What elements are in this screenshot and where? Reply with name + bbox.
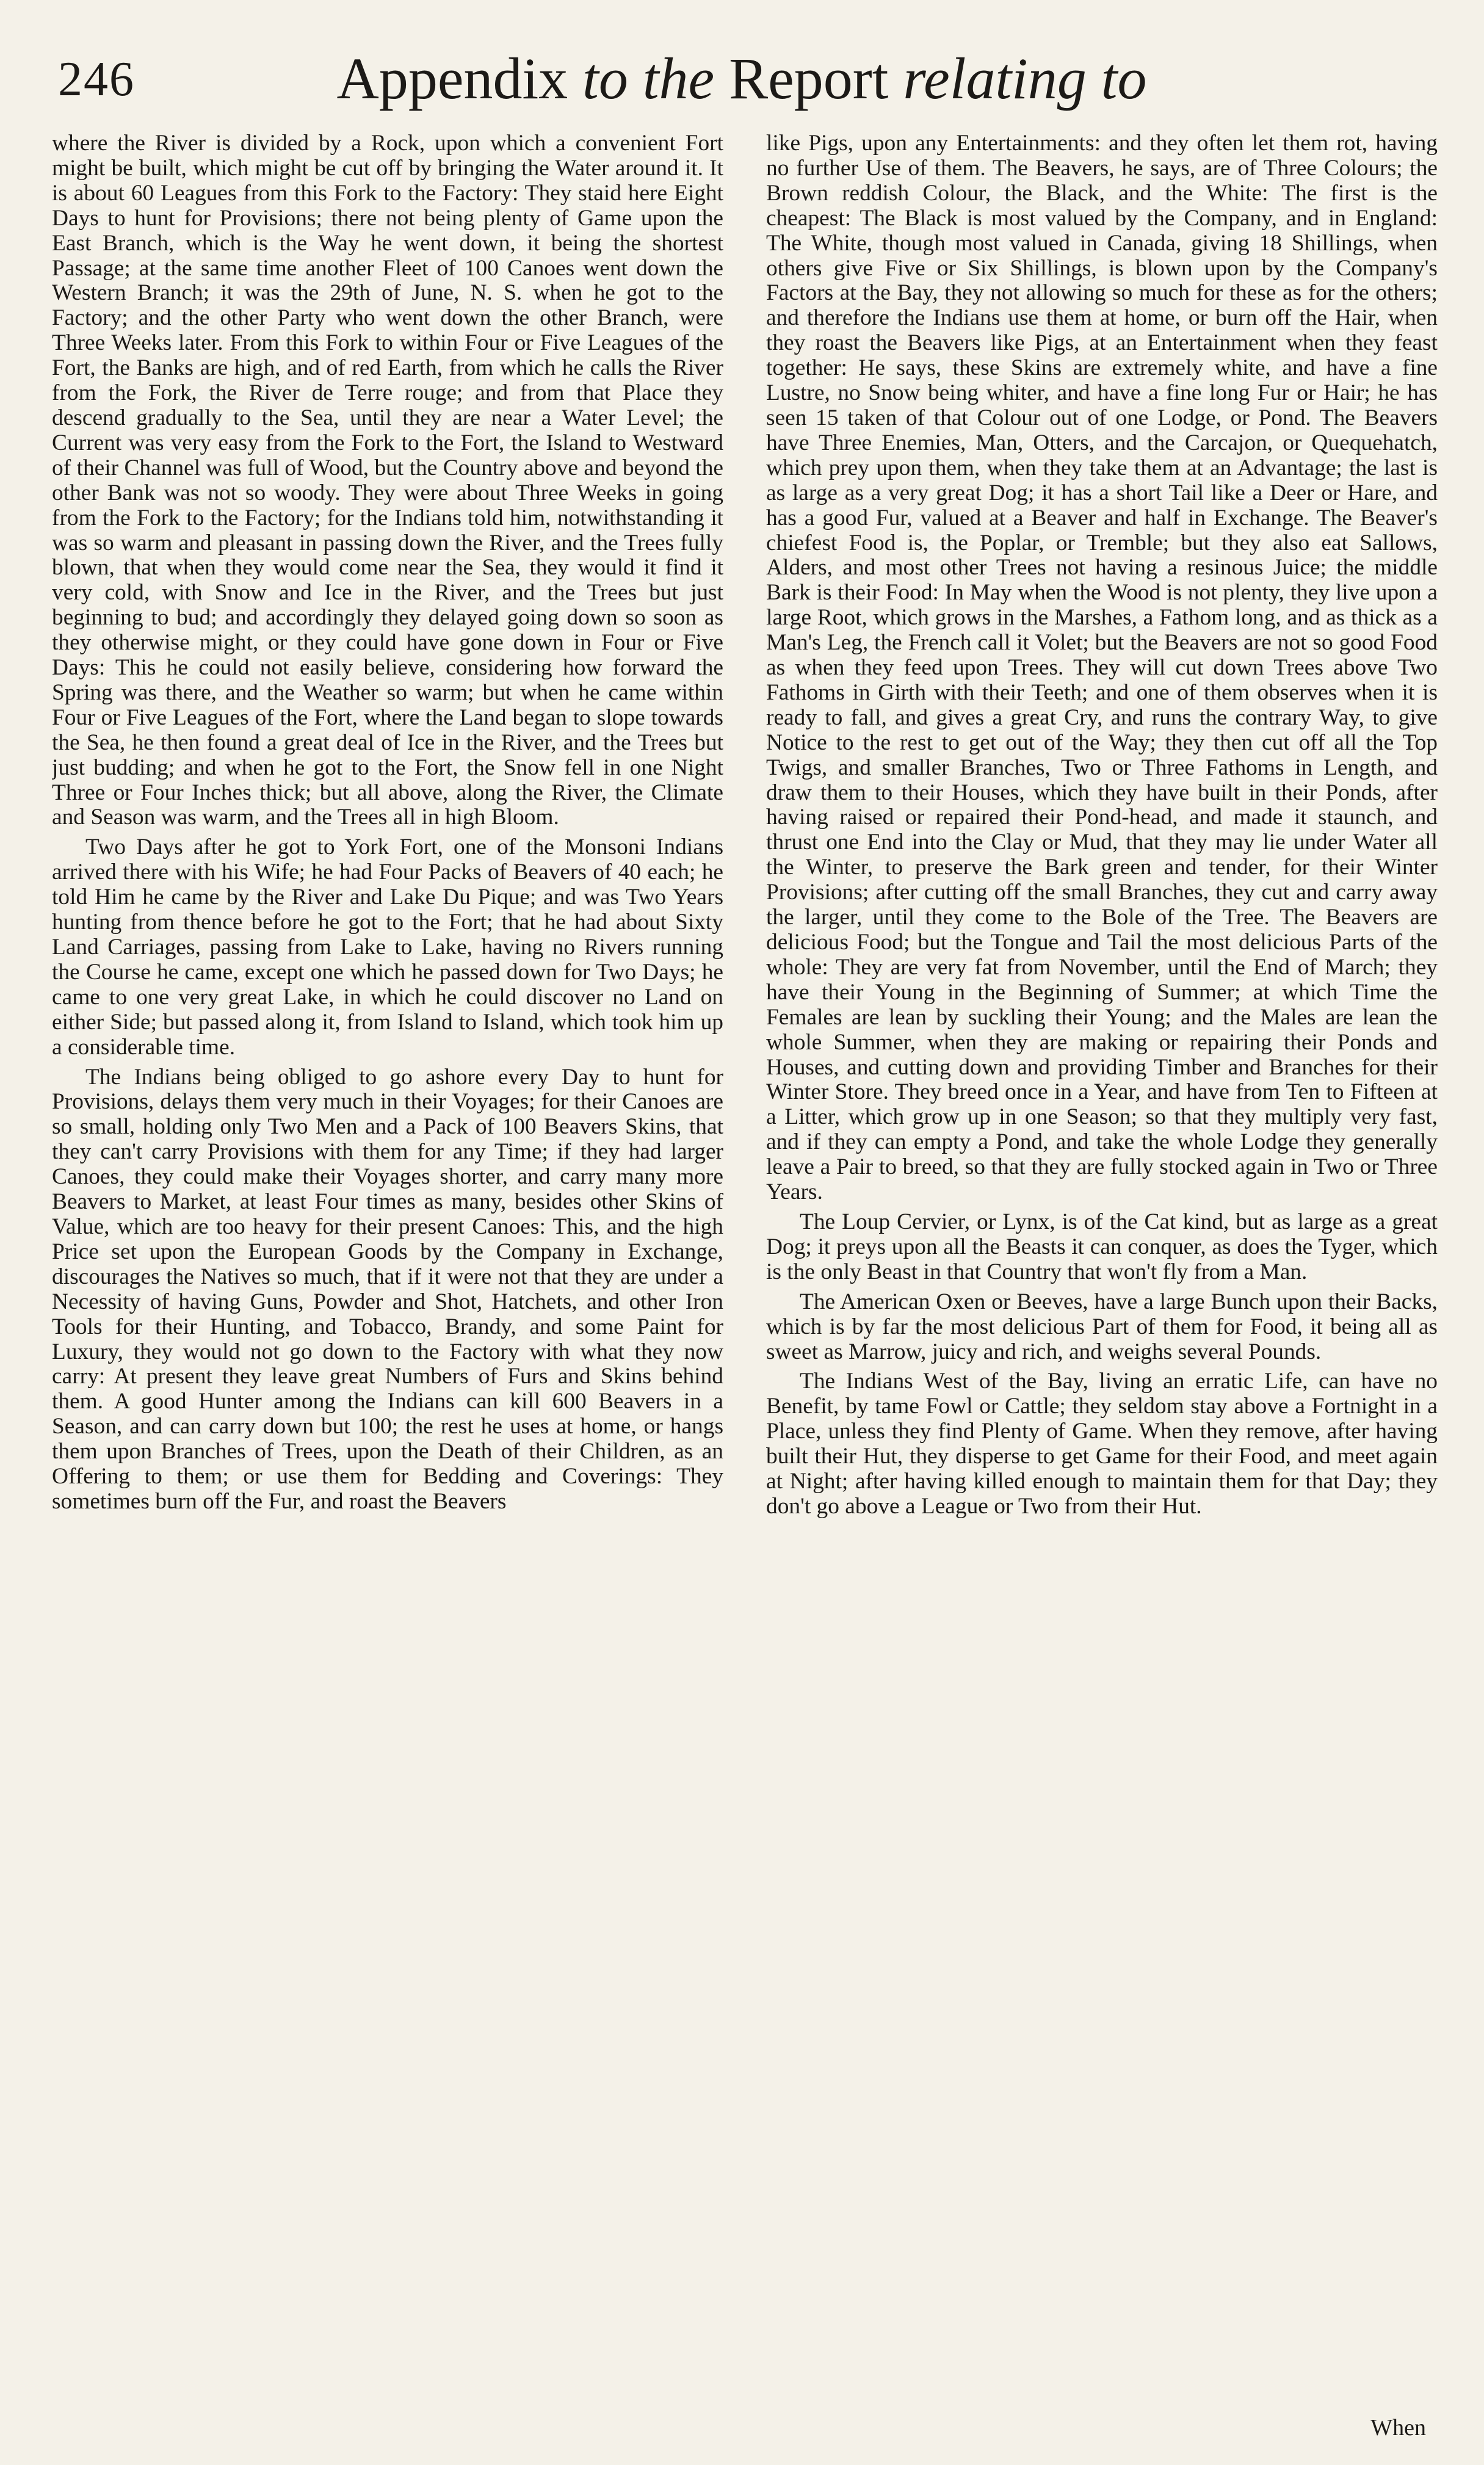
catchword: When xyxy=(1370,2415,1426,2441)
paragraph: like Pigs, upon any Entertainments: and they often let them rot, having no further Use of them. The Beavers, he says, are of Three Colours; the Brown reddish Colour, the Black, and the White: The first is the cheapest: The Black is most valued by the Company, and in England: The White, though most valued in Canada, giving 18 Shillings, when others give Five or Six Shillings, is blown upon by the Company's Factors at the Bay, they not allowing so much for these as for the others; and therefore the Indians use them at home, or burn off the Hair, when they roast the Beavers like Pigs, at an Entertainment when they feast together: He says, these Skins are extremely white, and have a fine Lustre, no Snow being whiter, and have a fine long Fur or Hair; he has seen 15 taken of that Colour out of one Lodge, or Pond. The Beavers have Three Enemies, Man, Otters, and the Carcajon, or Quequehatch, which prey upon them, when they take them at an Advantage; the last is as large as a very great Dog; it has a short Tail like a Deer or Hare, and has a good Fur, valued at a Beaver and half in Exchange. The Beaver's chiefest Food is, the Poplar, or Tremble; but they also eat Sallows, Alders, and most other Trees not having a resinous Juice; the middle Bark is their Food: In May when the Wood is not plenty, they live upon a large Root, which grows in the Marshes, a Fathom long, and as thick as a Man's Leg, the French call it Volet; but the Beavers are not so good Food as when they feed upon Trees. They will cut down Trees above Two Fathoms in Girth with their Teeth; and one of them observes when it is ready to fall, and gives a great Cry, and runs the contrary Way, to give Notice to the rest to get out of the Way; they then cut off all the Top Twigs, and smaller Branches, Two or Three Fathoms in Length, and draw them to their Houses, which they have built in their Ponds, after having raised or repaired their Pond-head, and made it staunch, and thrust one End into the Clay or Mud, that they may lie under Water all the Winter, to preserve the Bark green and tender, for their Winter Provisions; after cutting off the small Branches, they cut and carry away the larger, until they come to the Bole of the Tree. The Beavers are delicious Food; but the Tongue and Tail the most delicious Parts of the whole: They are very fat from November, until the End of March; they have their Young in the Beginning of Summer; at which Time the Females are lean by suckling their Young; and the Males are lean the whole Summer, when they are making or repairing their Ponds and Houses, and cutting down and providing Timber and Branches for their Winter Store. They breed once in a Year, and have from Ten to Fifteen at a Litter, which grow up in one Season; so that they multiply very fast, and if they can empty a Pond, and take the whole Lodge they generally leave a Pair to breed, so that they are fully stocked again in Two or Three Years. xyxy=(766,131,1438,1205)
running-head-report: Report xyxy=(729,46,889,111)
page-number: 246 xyxy=(58,52,135,106)
paragraph: The Loup Cervier, or Lynx, is of the Cat kind, but as large as a great Dog; it preys upon all the Beasts it can conquer, as does the Tyger, which is the only Beast in that Country that won't fly from a Man. xyxy=(766,1209,1438,1284)
running-head-relating-to: relating to xyxy=(888,46,1147,111)
running-head-to-the: to the xyxy=(568,46,729,111)
paragraph: Two Days after he got to York Fort, one of the Monsoni Indians arrived there with his Wife; he had Four Packs of Beavers of 40 each; he told Him he came by the River and Lake Du Pique; and was Two Years hunting from thence before he got to the Fort; that he had about Sixty Land Carriages, passing from Lake to Lake, having no Rivers running the Course he came, except one which he passed down for Two Days; he came to one very great Lake, in which he could discover no Land on either Side; but passed along it, from Island to Island, which took him up a considerable time. xyxy=(52,834,723,1060)
paragraph: The American Oxen or Beeves, have a large Bunch upon their Backs, which is by far the most delicious Part of them for Food, it being all as sweet as Marrow, juicy and rich, and weighs several Pounds. xyxy=(766,1289,1438,1364)
running-head-appendix: Appendix xyxy=(336,46,568,111)
paragraph: The Indians being obliged to go ashore every Day to hunt for Provisions, delays them very much in their Voyages; for their Canoes are so small, holding only Two Men and a Pack of 100 Beavers Skins, that they can't carry Provisions with them for any Time; if they had larger Canoes, they could make their Voyages shorter, and carry many more Beavers to Market, at least Four times as many, besides other Skins of Value, which are too heavy for their present Canoes: This, and the high Price set upon the European Goods by the Company in Exchange, discourages the Natives so much, that if it were not that they are under a Necessity of having Guns, Powder and Shot, Hatchets, and other Iron Tools for their Hunting, and Tobacco, Brandy, and some Paint for Luxury, they would not go down to the Factory with what they now carry: At present they leave great Numbers of Furs and Skins behind them. A good Hunter among the Indians can kill 600 Beavers in a Season, and can carry down but 100; the rest he uses at home, or hangs them upon Branches of Trees, upon the Death of their Children, as an Offering to them; or use them for Bedding and Coverings: They sometimes burn off the Fur, and roast the Beavers xyxy=(52,1064,723,1514)
page-header xyxy=(58,34,1425,119)
running-head xyxy=(58,45,1425,112)
paragraph: The Indians West of the Bay, living an erratic Life, can have no Benefit, by tame Fowl or Cattle; they seldom stay above a Fortnight in a Place, unless they find Plenty of Game. When they remove, after having built their Hut, they disperse to get Game for their Food, and meet again at Night; after having killed enough to maintain them for that Day; they don't go above a League or Two from their Hut. xyxy=(766,1369,1438,1519)
paragraph: where the River is divided by a Rock, upon which a convenient Fort might be built, which might be cut off by bringing the Water around it. It is about 60 Leagues from this Fork to the Factory: They staid here Eight Days to hunt for Provisions; there not being plenty of Game upon the East Branch, which is the Way he went down, it being the shortest Passage; at the same time another Fleet of 100 Canoes went down the Western Branch; it was the 29th of June, N. S. when he got to the Factory; and the other Party who went down the other Branch, were Three Weeks later. From this Fork to within Four or Five Leagues of the Fort, the Banks are high, and of red Earth, from which he calls the River from the Fork, the River de Terre rouge; and from that Place they descend gradually to the Sea, until they are near a Water Level; the Current was very easy from the Fork to the Fort, the Island to Westward of their Channel was full of Wood, but the Country above and beyond the other Bank was not so woody. They were about Three Weeks in going from the Fork to the Factory; for the Indians told him, notwithstanding it was so warm and pleasant in passing down the River, and the Trees fully blown, that when they would come near the Sea, they would it find it very cold, with Snow and Ice in the River, and the Trees but just beginning to bud; and accordingly they delayed going down so soon as they otherwise might, or they could have gone down in Four or Five Days: This he could not easily believe, considering how forward the Spring was there, and the Weather so warm; but when he came within Four or Five Leagues of the Fort, where the Land began to slope towards the Sea, he then found a great deal of Ice in the River, and the Trees but just budding; and when he got to the Fort, the Snow fell in one Night Three or Four Inches thick; but all above, along the River, the Climate and Season was warm, and the Trees all in high Bloom. xyxy=(52,131,723,830)
left-column xyxy=(52,131,723,2420)
right-column xyxy=(766,131,1438,2420)
